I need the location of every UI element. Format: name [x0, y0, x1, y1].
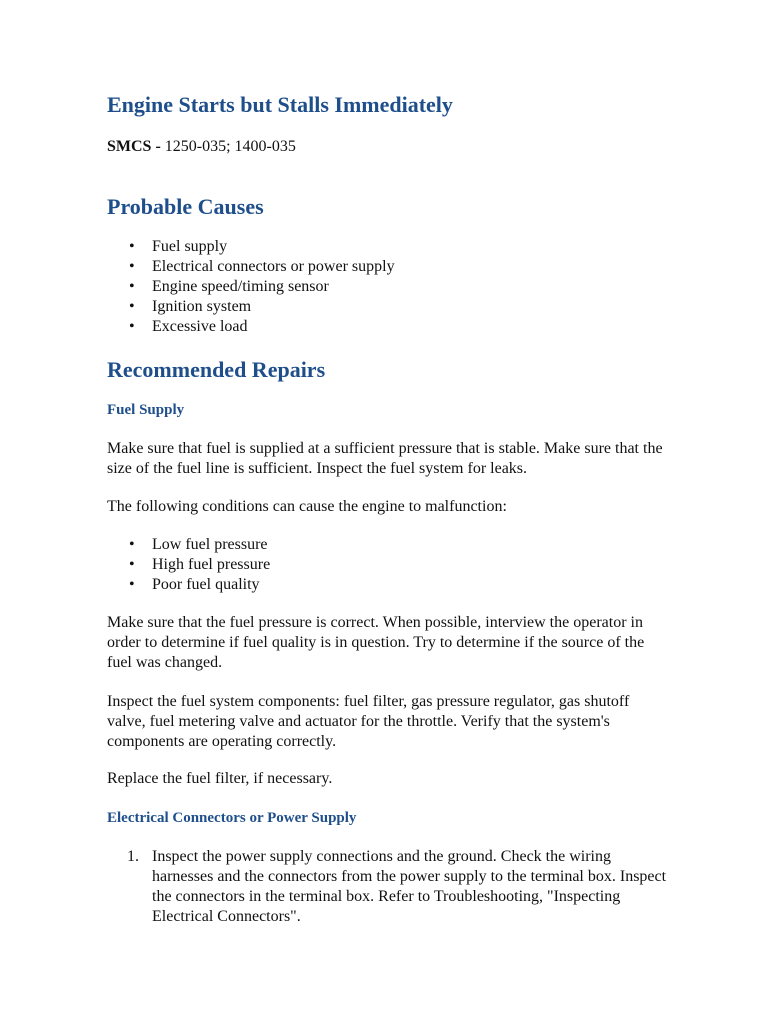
electrical-heading: Electrical Connectors or Power Supply	[107, 810, 357, 826]
electrical-steps-list	[107, 847, 667, 927]
probable-causes-list	[107, 237, 395, 337]
step-text: Inspect the power supply connections and the ground. Check the wiring harnesses and the connectors from the power supply to the terminal box. Inspect the connectors in the terminal box. Refer to Troubleshooting, "Inspecting Electrical Connectors".	[152, 848, 667, 925]
fuel-supply-paragraph-3: Make sure that the fuel pressure is correct. When possible, interview the operator in order to determine if fuel quality is in question. Try to determine if the source of the fuel was changed.	[107, 614, 645, 671]
malfunction-conditions-list	[107, 535, 270, 595]
list-item: • Engine speed/timing sensor	[107, 277, 395, 297]
fuel-supply-paragraph-5: Replace the fuel filter, if necessary.	[107, 770, 333, 787]
fuel-supply-heading: Fuel Supply	[107, 402, 185, 418]
list-item: • Poor fuel quality	[107, 575, 270, 595]
fuel-supply-paragraph-1: Make sure that fuel is supplied at a sufficient pressure that is stable. Make sure that the size of the fuel line is sufficient. Inspect the fuel system for leaks.	[107, 440, 663, 477]
recommended-repairs-heading: Recommended Repairs	[107, 357, 326, 382]
list-item: • High fuel pressure	[107, 555, 270, 575]
list-item: • Ignition system	[107, 297, 395, 317]
fuel-supply-paragraph-4: Inspect the fuel system components: fuel filter, gas pressure regulator, gas shutoff valve, fuel metering valve and actuator for the throttle. Verify that the system's components are operating correctly.	[107, 693, 630, 750]
smcs-label: SMCS -	[107, 138, 161, 155]
page-title: Engine Starts but Stalls Immediately	[107, 92, 453, 117]
step-number: 1.	[127, 848, 139, 865]
list-item	[107, 847, 667, 927]
list-item: • Excessive load	[107, 317, 395, 337]
list-item: • Electrical connectors or power supply	[107, 257, 395, 277]
probable-causes-heading: Probable Causes	[107, 194, 264, 219]
list-item: • Low fuel pressure	[107, 535, 270, 555]
fuel-supply-paragraph-2: The following conditions can cause the engine to malfunction:	[107, 498, 507, 515]
smcs-line	[107, 137, 667, 157]
smcs-codes: 1250-035; 1400-035	[164, 138, 296, 155]
list-item: • Fuel supply	[107, 237, 395, 257]
